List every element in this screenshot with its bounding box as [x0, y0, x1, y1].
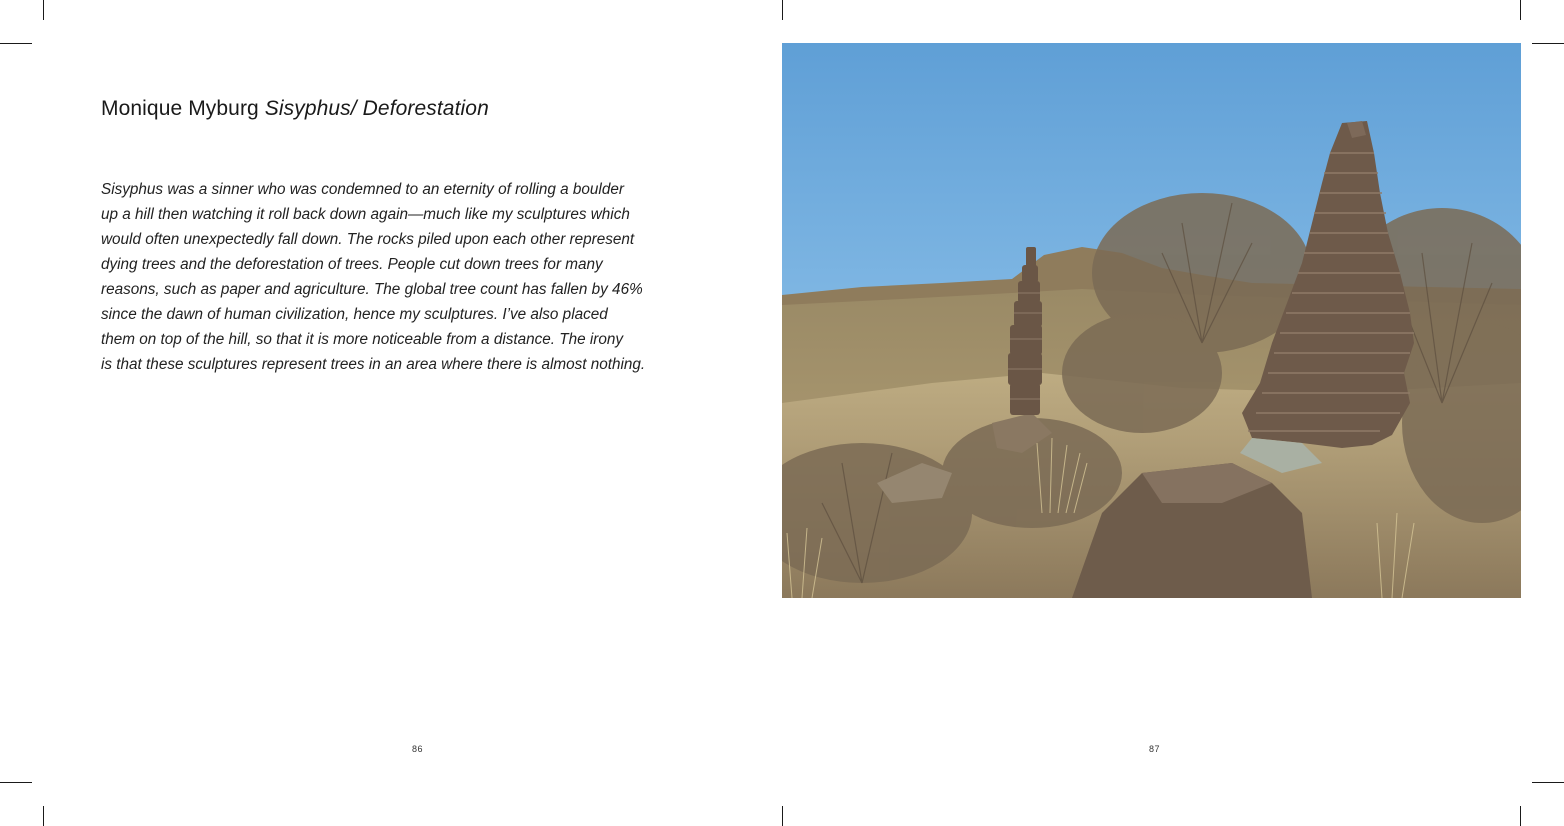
crop-mark — [1532, 43, 1564, 44]
statement-line: Sisyphus was a sinner who was condemned to an eternity of rolling a boulder — [101, 181, 624, 198]
crop-mark — [43, 806, 44, 826]
statement-line: would often unexpectedly fall down. The rocks piled upon each other represent — [101, 231, 635, 248]
artist-name: Monique Myburg — [101, 97, 259, 120]
statement-line: them on top of the hill, so that it is more noticeable from a distance. The irony — [101, 331, 624, 348]
crop-mark — [0, 43, 32, 44]
statement-line: reasons, such as paper and agriculture. The global tree count has fallen by 46% — [101, 281, 643, 298]
statement-line: since the dawn of human civilization, hence my sculptures. I’ve also placed — [101, 306, 608, 323]
sculpture-photo — [782, 43, 1521, 598]
crop-mark — [0, 782, 32, 783]
page-title — [101, 97, 489, 121]
statement-line: up a hill then watching it roll back down again—much like my sculptures which — [101, 206, 630, 223]
crop-mark — [43, 0, 44, 20]
photo-illustration — [782, 43, 1521, 598]
crop-mark — [1520, 0, 1521, 20]
page-number-right: 87 — [1149, 744, 1161, 754]
crop-mark — [782, 0, 783, 20]
work-title: Sisyphus/ Deforestation — [264, 97, 489, 120]
crop-mark — [1520, 806, 1521, 826]
crop-mark — [782, 806, 783, 826]
artist-statement — [101, 177, 701, 377]
statement-line: is that these sculptures represent trees in an area where there is almost nothing. — [101, 356, 646, 373]
statement-line: dying trees and the deforestation of trees. People cut down trees for many — [101, 256, 603, 273]
page-number-left: 86 — [412, 744, 424, 754]
crop-mark — [1532, 782, 1564, 783]
